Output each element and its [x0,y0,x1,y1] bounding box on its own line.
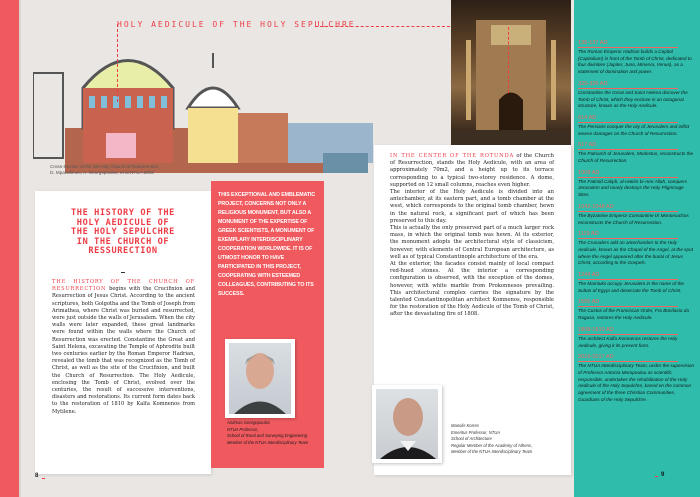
rotunda-lead: IN THE CENTER OF THE ROTUNDA [390,153,515,159]
crypt [323,153,368,173]
second-dome [188,88,238,108]
title-divider [121,272,125,273]
timeline-item: 1555 AD The Custos of the Franciscan Order, Fra Bonifacio da Ragusa, restores the Holy Aedicule. [578,299,689,321]
history-article-card [35,191,211,474]
left-color-strip [0,0,19,497]
chapels [238,113,288,163]
timeline-item: 1042-1048 AD The Byzantine Emperor Constantine IX Monomachos reconstructs the Church of Resurrection. [578,203,689,225]
cross-section-drawing [33,28,378,178]
caption-manolis-korres: Manolis Korres Emeritus Professor, NTUA School of Architecture Regular Member of the Academy of Athens, Member of the NTUA Interdisciplinary Team [451,423,533,455]
timeline-item: 1244 AD The Mamluks occupy Jerusalem in the name of the Sultan of Egypt and desecrate the Tomb of Christ. [578,272,685,293]
timeline-item: 1009 AD The Fatimid Caliph, al-Hakim bi-Amr Allah, conquers Jerusalem and nearly destroys the Holy Pilgrimage Sites. [578,169,687,198]
photo-dashed-marker [508,27,509,93]
portrait-andreas-georgopoulos [225,339,295,418]
timeline-item: 614 AD The Persians conquer the city of Jerusalem and inflict severe damages on the Church of Resurrection. [578,114,690,136]
page-number-right: 9 [661,472,665,478]
aedicule-section [106,133,136,158]
rotunda-body: IN THE CENTER OF THE ROTUNDA of the Church of Resurrection, stands the Holy Aedicule, with an area of approximately 70m2, and a height up to its terrace corresponding to a typical two-storey residence. A dome, supported on 12 small columns, reaches even higher. The interior of the Holy Aedicule is divided into an antechamber, at its eastern part, and a tomb chamber at the west, which corresponds to the original tomb chamber, hewn in the natural rock, a significant part of which has been preserved to this day. This is actually the only preserved part of a much larger rock mass, in which the original tomb was hewn. At its exterior, the monument adopts the architectural style of classicism, however, with elements of Central European architecture, as well as of typical Constantinople architecture of the era. At the exterior, the facades consist mainly of local compact red-hued stones. At the interior a corresponding configuration is observed, with the exception of the domes, however, with white marble from Prokonnesos prevailing. This architectural complex carries the signature by the talented Constantinopolitan architect Komnenos, responsible for the restoration of the Holy Aedicule of the Tomb of Christ, after the devastating fire of 1808. [390,153,554,318]
quote-text: THIS EXCEPTIONAL AND EMBLEMATIC PROJECT, CONCERNS NOT ONLY A RELIGIOUS MONUMENT, BUT ALSO A MONUMENT OF THE EXPERTISE OF GREEK SCIENTISTS, A MONUMENT OF EXEMPLARY INTERDISCIPLINARY COOPERATION WORLDWIDE. IT IS OF UTMOST HONOR TO HAVE PARTICIPATED IN THIS PROJECT, COOPERATING WITH ESTEEMED COLLEAGUES, CONTRIBUTING TO ITS SUCCESS. [218,192,316,297]
article-body: THE HISTORY OF THE CHURCH OF RESURRECTION begins with the Crucifixion and Resurrection of Jesus Christ. According to the ancient scriptures, both Golgotha and the Tomb of Joseph from Arimathea, where Christ was buried and resurrected, were just outside the walls of Jerusalem. When the city walls were later expanded, these great landmarks were found within the walls where the Church of Resurrection was erected. Constantine the Great and Saint Helena, excavating the Temple of Aphrodite built two centuries earlier by the Roman Emperor Hadrian, revealed the tomb that was recognized as the Tomb of Christ, as well as the site of the Crucifixion, and built the Church of Resurrection. The Holy Aedicule, enclosing the Tomb of Christ, evolved over the centuries, the result of successive interventions, disasters and restorations. Its current form dates back to the restoration of 1810 by Kalfa Komnenos from Mytilene. [52,279,195,415]
timeline-item: 1119 AD The Crusaders add an antechamber to the Holy Aedicule, known as the Chapel of the Angel, at the spot where the Angel appeared after the burial of Jesus Christ, according to the Gospels. [578,231,694,266]
section-title: HOLY AEDICULE OF THE HOLY SEPULCHRE [117,20,356,29]
dashed-marker-line [117,24,118,102]
article-title: THE HISTORY OF THE HOLY AEDICULE OF THE HOLY SEPULCHRE IN THE CHURCH OF RESSURECTION [71,208,175,257]
timeline-item: 1808-1810 AD The architect Kalfa Komnenos restores the Holy Aedicule, giving it its present form. [578,326,678,348]
timeline-item: 2016-2017 AD The NTUA Interdisciplinary Team, under the supervision of Professor Antonia Moropoulou as scientific responsible, undertakes the rehabilitation of the Holy Aedicule of the Holy Sepulchre, based on the common agreement of the three Christian Communities, Guardians of the Holy Sepulchre. [578,354,695,402]
caption-andreas-georgopoulos: Andreas Georgopoulos NTUA Professor, School of Rural and Surveying Engineering Member of the NTUA Interdisciplinary Team [227,420,309,445]
timeline-item: 617 AD The Patriarch of Jerusalem, Modestus, reconstructs the Church of Resurrection. [578,142,694,164]
title-dashed-rule [315,26,450,27]
page-edge [19,0,21,497]
article-lead: THE HISTORY OF THE CHURCH OF RESURRECTION [52,279,195,293]
timeline-item: 325-326 AD Constantine the Great and Saint Helena discover the Tomb of Christ, which they enclose in an octagonal structure, known as the Holy Aedicule. [578,80,688,109]
page-number-left: 8 [35,473,39,479]
timeline-item: 135-137 AD The Roman Emperor Hadrian builds a Capitol (Capitolium) in front of the Tomb of Christ, dedicated to four divinities (Jupiter, Juno, Minerva, Venus), as a statement of domination and power. [578,40,692,75]
page-number-mark [655,476,658,477]
entrance [499,93,523,131]
timeline [578,40,696,409]
katholikon [188,108,238,163]
outline-block [33,73,63,158]
page-number-mark [42,478,45,479]
aedicule-photo [451,0,571,145]
portrait-manolis-korres [372,385,442,463]
cross-section-caption: Cross-Section of the 3D-Holy Church of Resurrection, D. Mpalodimos, A. Georgopoulos, et al.NTUA 2003 [50,164,160,175]
